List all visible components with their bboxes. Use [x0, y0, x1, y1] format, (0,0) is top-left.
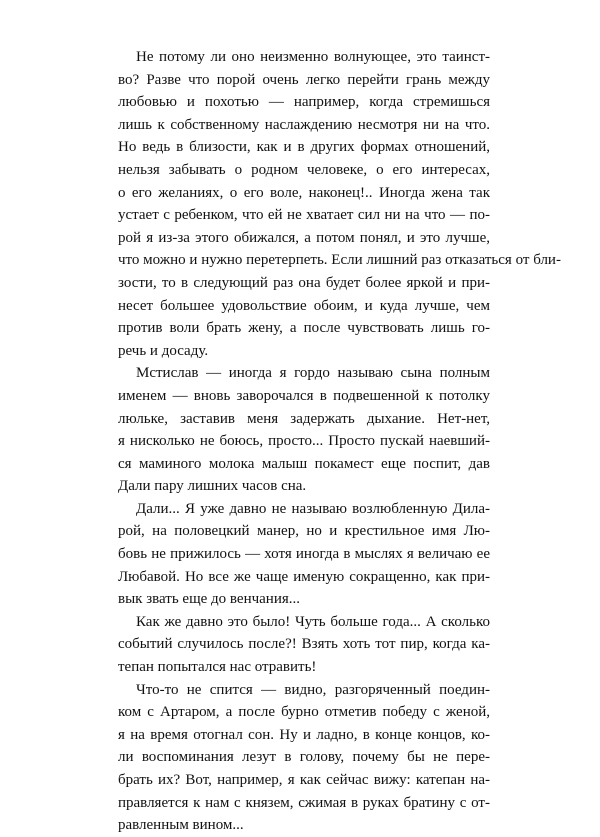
paragraph [118, 362, 490, 498]
text-line: Любавой. Но все же чаще именую сокращенно, как при- [118, 568, 490, 585]
text-line: Но ведь в близости, как и в других формах отношений, [118, 139, 490, 156]
text-line: именем — вновь заворочался в подвешенной к потолку [118, 387, 490, 404]
text-line: я на время отогнал сон. Ну и ладно, в конце концов, ко- [118, 726, 490, 743]
paragraph [118, 46, 561, 362]
book-page-text [118, 46, 561, 837]
text-line: равленным вином... [118, 817, 244, 834]
text-line: вык звать еще до венчания... [118, 591, 301, 608]
text-line: что можно и нужно перетерпеть. Если лишний раз отказаться от бли- [118, 252, 561, 269]
text-line: против воли брать жену, а после чувствовать лишь го- [118, 320, 490, 337]
text-line: Что-то не спится — видно, разгоряченный поедин- [136, 681, 490, 698]
text-line: Мстислав — иногда я гордо называю сына полным [136, 365, 490, 382]
text-line: Не потому ли оно неизменно волнующее, это таинст- [136, 49, 490, 65]
text-line: речь и досаду. [118, 342, 209, 359]
text-line: событий случилось после?! Взять хоть тот пир, когда ка- [118, 636, 490, 653]
paragraph [118, 679, 490, 837]
text-line: рой я из-за этого обижался, а потом понял, и это лучше, [118, 229, 490, 246]
text-line: ли воспоминания лезут в голову, почему бы не пере- [118, 749, 490, 766]
text-line: тепан попытался нас отравить! [118, 659, 317, 676]
text-line: лишь к собственному наслаждению несмотря ни на что. [118, 116, 490, 133]
text-line: о его желаниях, о его воле, наконец!.. Иногда жена так [118, 184, 490, 201]
text-line: Как же давно это было! Чуть больше года... А сколько [136, 613, 490, 630]
paragraph [118, 611, 490, 679]
text-line: зости, то в следующий раз она будет более яркой и при- [118, 274, 490, 291]
text-line: брать их? Вот, например, я как сейчас вижу: катепан на- [118, 772, 490, 788]
text-line: бовь не прижилось — хотя иногда в мыслях я величаю ее [118, 546, 490, 563]
text-line: рой, на половецкий манер, но и крестильное имя Лю- [118, 523, 490, 540]
text-line: ся маминого молока малыш покамест еще поспит, дав [118, 455, 490, 472]
text-line: любовью и похотью — например, когда стремишься [118, 94, 490, 111]
text-line: нельзя забывать о родном человеке, о его интересах, [118, 161, 490, 178]
text-line: люльке, заставив меня задержать дыхание. Нет-нет, [118, 410, 490, 427]
text-line: правляется к нам с князем, сжимая в руках братину с от- [118, 794, 490, 811]
text-line: Дали пару лишних часов сна. [118, 478, 307, 495]
text-line: я нисколько не боюсь, просто... Просто пускай наевший- [118, 433, 490, 450]
paragraph [118, 498, 490, 611]
text-line: устает с ребенком, что ей не хватает сил ни на что — по- [118, 207, 490, 224]
text-line: Дали... Я уже давно не называю возлюбленную Дила- [136, 500, 490, 517]
text-line: ком с Артаром, а после бурно отметив победу с женой, [118, 704, 490, 721]
text-line: несет большее удовольствие обоим, и куда лучше, чем [118, 297, 490, 314]
text-line: во? Разве что порой очень легко перейти грань между [118, 71, 490, 88]
